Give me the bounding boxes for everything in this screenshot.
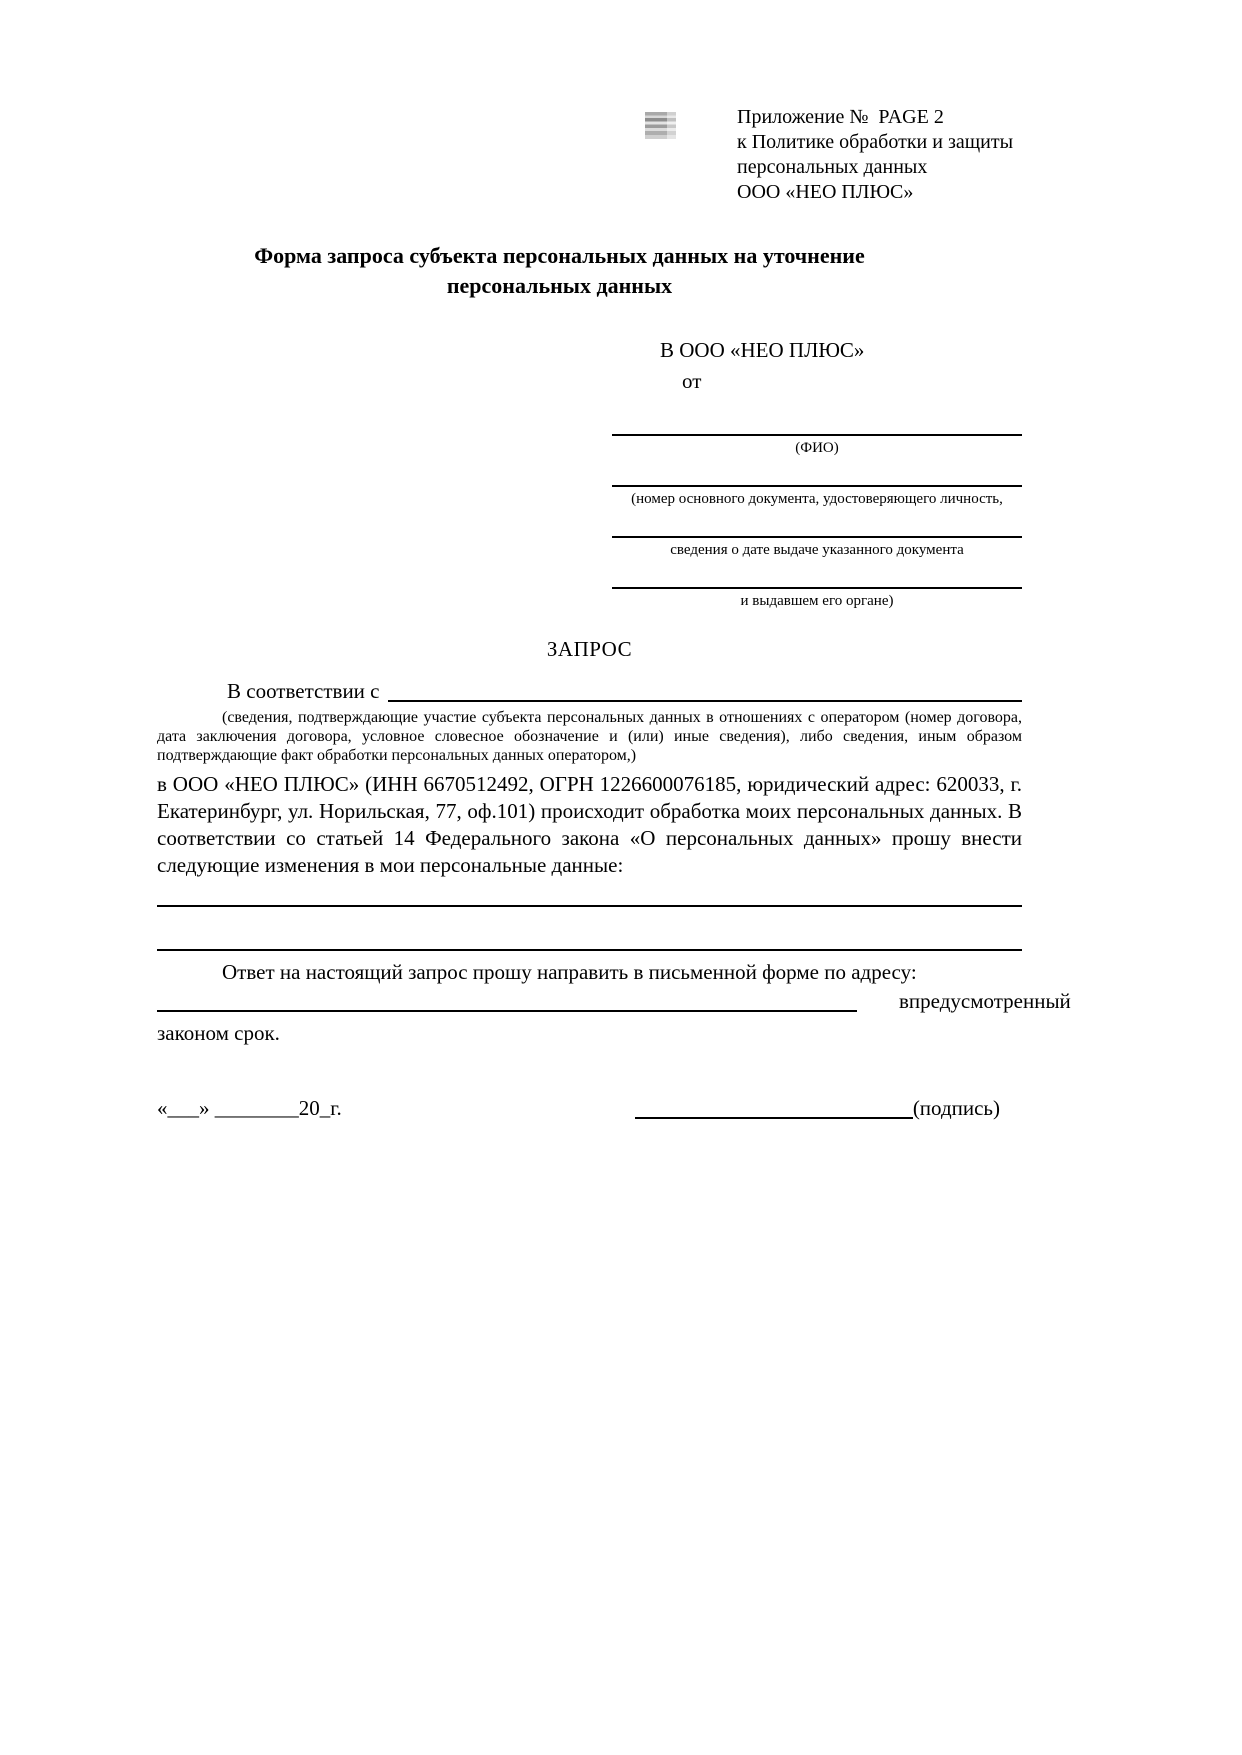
document-number-fill-line: [612, 485, 1022, 487]
fio-fill-line: [612, 434, 1022, 436]
header-line-appendix: Приложение № PAGE 2: [737, 106, 944, 128]
header-line-policy: к Политике обработки и защиты: [737, 131, 1014, 153]
page-title-line-2: персональных данных: [446, 273, 673, 298]
addressee-to: В ООО «НЕО ПЛЮС»: [660, 338, 865, 362]
signature-row: [157, 1095, 1022, 1122]
addressee-from-label: от: [682, 369, 702, 393]
issuing-authority-caption: и выдавшем его органе): [740, 593, 894, 609]
signature-fill-line: [635, 1117, 913, 1119]
word-v: в: [899, 989, 909, 1013]
field-issuing-authority: [612, 587, 1022, 611]
page-title-line-1: Форма запроса субъекта персональных данных на уточнение: [254, 243, 865, 268]
signature-caption: (подпись): [912, 1096, 1000, 1120]
document-content: [157, 105, 1071, 1122]
addressee-block: [612, 337, 1022, 611]
leadin-text: В соответствии с: [227, 679, 380, 703]
header-line-company: ООО «НЕО ПЛЮС»: [737, 181, 914, 203]
response-sentence: Ответ на настоящий запрос прошу направить в письменной форме по адресу:: [222, 960, 917, 984]
leadin-fill-line: [388, 700, 1023, 702]
field-document-number: [612, 485, 1022, 509]
page-title: [157, 241, 962, 301]
field-issue-date: [612, 536, 1022, 560]
footnote-text: (сведения, подтверждающие участие субъекта персональных данных в отношениях с оператором (номер договора, дата заключения договора, условное словесное обозначение и (или) иные сведения), либо сведения, иным образом подтверждающие факт обработки персональных данных оператором,): [157, 709, 1022, 764]
date-placeholder: «___» ________20_г.: [157, 1096, 342, 1120]
leadin-row: [157, 678, 1022, 705]
issuing-authority-fill-line: [612, 587, 1022, 589]
address-fill-line: [157, 1010, 857, 1012]
signature-area: [635, 1095, 1000, 1122]
word-predusmotrenny: предусмотренный: [908, 989, 1071, 1013]
changes-fill-line-1: [157, 905, 1022, 907]
header-block: [737, 105, 1022, 205]
request-body: в ООО «НЕО ПЛЮС» (ИНН 6670512492, ОГРН 1226600076185, юридический адрес: 620033, г. Екатеринбург, ул. Норильская, 77, оф.101) происходит обработка моих персональных данных. В соответствии со статьей 14 Федерального закона «О персональных данных» прошу внести следующие изменения в мои персональные данные:: [157, 772, 1022, 877]
document-number-caption: (номер основного документа, удостоверяющего личность,: [631, 491, 1003, 507]
changes-fill-line-2: [157, 949, 1022, 951]
address-row-tail: [857, 988, 1071, 1015]
header-line-personal-data: персональных данных: [737, 156, 928, 178]
address-row: [157, 988, 1071, 1015]
request-heading: ЗАПРОС: [546, 637, 633, 661]
field-fio: [612, 434, 1022, 458]
closing-line: законом срок.: [157, 1021, 280, 1045]
fio-caption: (ФИО): [795, 440, 839, 456]
issue-date-caption: сведения о дате выдаче указанного документа: [670, 542, 964, 558]
issue-date-fill-line: [612, 536, 1022, 538]
